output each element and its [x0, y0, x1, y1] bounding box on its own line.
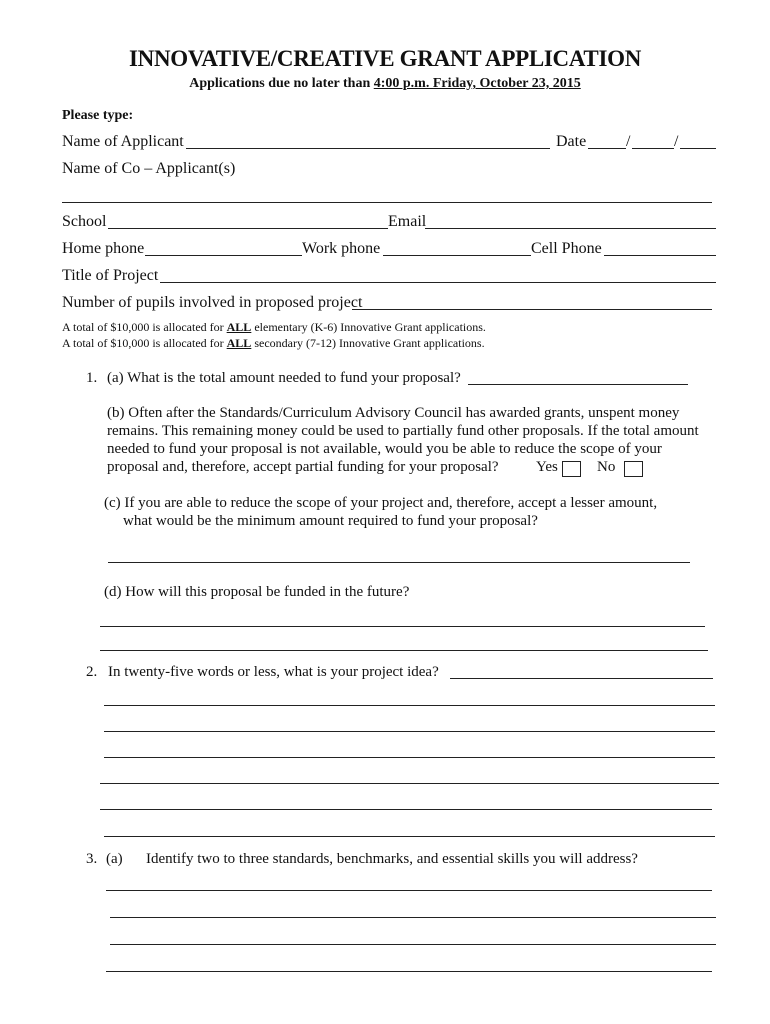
allocation-note-secondary	[62, 336, 485, 351]
q2-text: In twenty-five words or less, what is your project idea?	[108, 664, 439, 680]
q1c-line-1: (c) If you are able to reduce the scope of your project and, therefore, accept a lesser amount,	[104, 495, 658, 511]
date-label: Date	[556, 133, 587, 150]
allocation-note-elementary	[62, 320, 486, 335]
no-label: No	[597, 459, 616, 475]
q1-number: 1.	[86, 370, 98, 386]
q2-answer-line-0[interactable]	[450, 678, 713, 679]
applicant-label: Name of Applicant	[62, 133, 184, 150]
q3-part-label: (a)	[106, 851, 123, 867]
q2-answer-line-2[interactable]	[104, 731, 715, 732]
date-slash-1: /	[626, 133, 631, 150]
pupils-label: Number of pupils involved in proposed project	[62, 294, 363, 311]
work-phone-label: Work phone	[302, 240, 381, 257]
cell-phone-label: Cell Phone	[531, 240, 602, 257]
email-field[interactable]	[425, 228, 716, 229]
q1b-line-3: needed to fund your proposal is not available, would you be able to reduce the scope of your	[107, 441, 662, 457]
date-year-field[interactable]	[680, 148, 716, 149]
subtitle-deadline: 4:00 p.m. Friday, October 23, 2015	[373, 76, 581, 91]
note-emphasis: ALL	[226, 336, 252, 350]
project-title-field[interactable]	[160, 282, 716, 283]
q1b-line-2: remains. This remaining money could be used to partially fund other proposals. If the total amount	[107, 423, 699, 439]
q1d-text: (d) How will this proposal be funded in the future?	[104, 584, 410, 600]
q2-number: 2.	[86, 664, 98, 680]
pupils-field[interactable]	[352, 309, 712, 310]
home-phone-label: Home phone	[62, 240, 145, 257]
q1a-text: (a) What is the total amount needed to fund your proposal?	[107, 370, 461, 386]
note-text: secondary (7-12) Innovative Grant applications.	[251, 336, 485, 350]
q3a-answer-line-2[interactable]	[110, 917, 716, 918]
form-title: INNOVATIVE/CREATIVE GRANT APPLICATION	[128, 46, 642, 71]
school-field[interactable]	[108, 228, 388, 229]
cell-phone-field[interactable]	[604, 255, 716, 256]
note-emphasis: ALL	[226, 320, 252, 334]
date-slash-2: /	[674, 133, 679, 150]
note-text: elementary (K-6) Innovative Grant applications.	[251, 320, 486, 334]
q1b-line-4: proposal and, therefore, accept partial funding for your proposal?	[107, 459, 499, 475]
q1c-answer-field[interactable]	[108, 562, 690, 563]
q3-number: 3.	[86, 851, 98, 867]
no-checkbox[interactable]	[624, 461, 643, 477]
note-text: A total of $10,000 is allocated for	[62, 320, 227, 334]
q1a-answer-field[interactable]	[468, 384, 688, 385]
subtitle-prefix: Applications due no later than	[189, 76, 374, 91]
school-label: School	[62, 213, 107, 230]
yes-checkbox[interactable]	[562, 461, 581, 477]
q2-answer-line-5[interactable]	[100, 809, 712, 810]
please-type-label: Please type:	[62, 108, 134, 123]
q1c-line-2: what would be the minimum amount required to fund your proposal?	[123, 513, 538, 529]
email-label: Email	[388, 213, 427, 230]
q2-answer-line-6[interactable]	[104, 836, 715, 837]
work-phone-field[interactable]	[383, 255, 531, 256]
date-day-field[interactable]	[632, 148, 674, 149]
co-applicant-field[interactable]	[62, 202, 712, 203]
date-month-field[interactable]	[588, 148, 626, 149]
yes-label: Yes	[536, 459, 558, 475]
q3a-text: Identify two to three standards, benchmarks, and essential skills you will address?	[146, 851, 638, 867]
form-subtitle	[0, 76, 770, 92]
q2-answer-line-3[interactable]	[104, 757, 715, 758]
project-title-label: Title of Project	[62, 267, 159, 284]
q1d-answer-line-2[interactable]	[100, 650, 708, 651]
q2-answer-line-4[interactable]	[100, 783, 719, 784]
q3a-answer-line-1[interactable]	[106, 890, 712, 891]
q2-answer-line-1[interactable]	[104, 705, 715, 706]
co-applicant-label: Name of Co – Applicant(s)	[62, 160, 236, 177]
applicant-field[interactable]	[186, 148, 550, 149]
q3a-answer-line-4[interactable]	[106, 971, 712, 972]
q1b-line-1: (b) Often after the Standards/Curriculum Advisory Council has awarded grants, unspent money	[107, 405, 680, 421]
home-phone-field[interactable]	[145, 255, 302, 256]
q3a-answer-line-3[interactable]	[110, 944, 716, 945]
note-text: A total of $10,000 is allocated for	[62, 336, 227, 350]
q1d-answer-line-1[interactable]	[100, 626, 705, 627]
